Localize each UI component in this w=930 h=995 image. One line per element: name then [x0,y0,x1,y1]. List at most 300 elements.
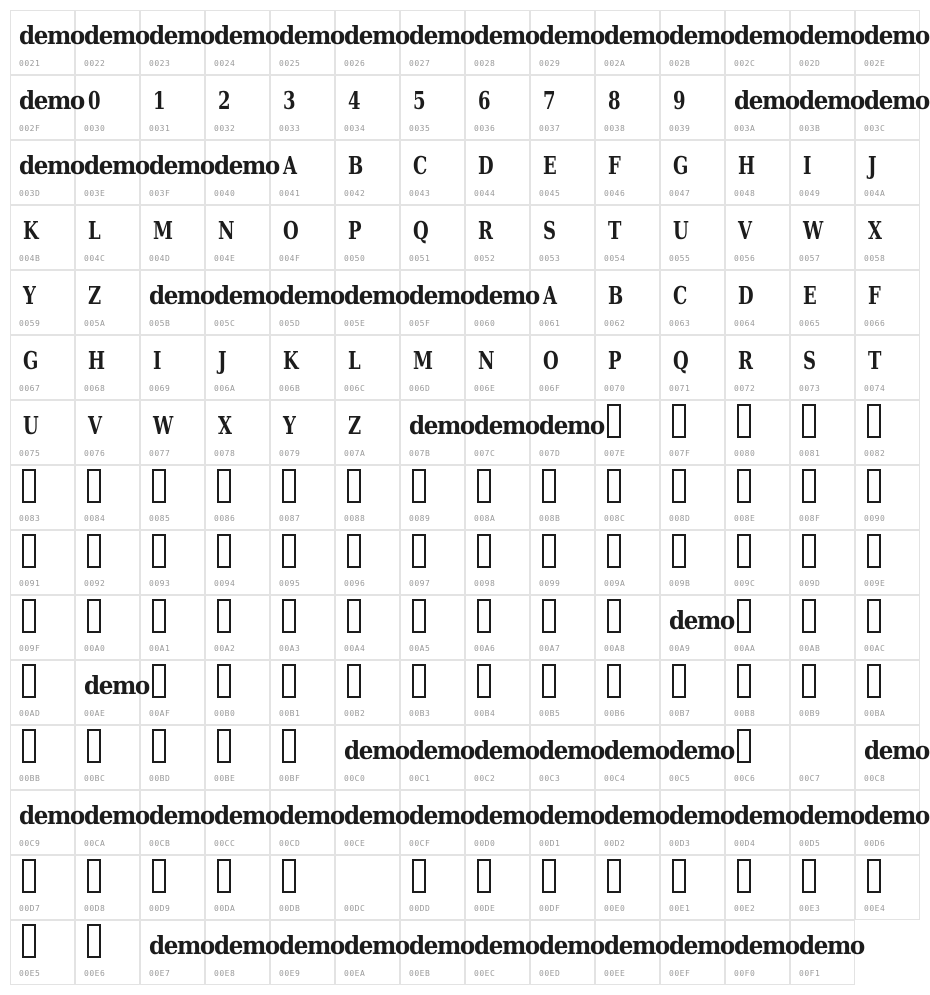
demo-glyph: demo [279,21,344,50]
codepoint-label: 00E2 [734,904,756,913]
glyph-cell [855,75,929,140]
glyph-cell [400,400,474,465]
demo-glyph: demo [669,931,734,960]
missing-glyph-box-icon [87,729,101,763]
missing-glyph-box-icon [802,664,816,698]
glyph-cell [140,205,205,270]
glyph-cell [10,270,75,335]
letter-glyph: T [868,346,882,375]
letter-glyph: G [673,151,689,180]
letter-glyph: H [738,151,756,180]
glyph-cell [790,270,855,335]
codepoint-label: 00EC [474,969,496,978]
glyph-cell [725,855,790,920]
glyph-cell [725,10,799,75]
glyph-cell [595,75,660,140]
codepoint-label: 00E5 [19,969,41,978]
glyph-cell [465,595,530,660]
codepoint-label: 0050 [344,254,366,263]
glyph-cell [205,75,270,140]
letter-glyph: 4 [348,86,361,115]
missing-glyph-box-icon [347,599,361,633]
glyph-cell [10,205,75,270]
glyph-cell [140,855,205,920]
letter-glyph: A [543,281,557,310]
codepoint-label: 0035 [409,124,431,133]
missing-glyph-box-icon [802,599,816,633]
glyph-cell [530,75,595,140]
letter-glyph: J [868,151,877,180]
codepoint-label: 0040 [214,189,236,198]
glyph-cell [75,140,149,205]
glyph-cell [140,660,205,725]
codepoint-label: 00D6 [864,839,886,848]
codepoint-label: 008F [799,514,821,523]
codepoint-label: 00C9 [19,839,41,848]
missing-glyph-box-icon [672,534,686,568]
codepoint-label: 007C [474,449,496,458]
missing-glyph-box-icon [412,664,426,698]
glyph-cell [335,335,400,400]
codepoint-label: 0082 [864,449,886,458]
glyph-cell [335,920,409,985]
glyph-cell [660,140,725,205]
demo-glyph: demo [604,931,669,960]
demo-glyph: demo [344,736,409,765]
glyph-cell [400,920,474,985]
glyph-cell [400,140,465,205]
missing-glyph-box-icon [87,859,101,893]
glyph-cell [140,10,214,75]
letter-glyph: M [413,346,433,375]
demo-glyph: demo [19,151,84,180]
glyph-cell [530,335,595,400]
codepoint-label: 00DC [344,904,366,913]
glyph-cell [595,270,660,335]
codepoint-label: 009F [19,644,41,653]
missing-glyph-box-icon [607,859,621,893]
codepoint-label: 00CC [214,839,236,848]
glyph-cell [855,530,920,595]
glyph-cell [660,920,734,985]
codepoint-label: 0075 [19,449,41,458]
letter-glyph: P [348,216,362,245]
missing-glyph-box-icon [22,664,36,698]
codepoint-label: 00BF [279,774,301,783]
glyph-cell [725,530,790,595]
demo-glyph: demo [799,801,864,830]
glyph-cell [595,790,669,855]
demo-glyph: demo [344,281,409,310]
glyph-cell [465,790,539,855]
demo-glyph: demo [474,801,539,830]
codepoint-label: 003F [149,189,171,198]
codepoint-label: 003E [84,189,106,198]
glyph-cell [790,725,855,790]
glyph-cell [75,660,149,725]
letter-glyph: C [673,281,688,310]
codepoint-label: 00EA [344,969,366,978]
glyph-cell [595,205,660,270]
demo-glyph: demo [864,801,929,830]
letter-glyph: 0 [88,86,101,115]
glyph-cell [205,270,279,335]
missing-glyph-box-icon [217,859,231,893]
codepoint-label: 00BA [864,709,886,718]
glyph-cell [855,595,920,660]
demo-glyph: demo [409,411,474,440]
codepoint-label: 00DA [214,904,236,913]
codepoint-label: 00C6 [734,774,756,783]
codepoint-label: 004C [84,254,106,263]
glyph-cell [205,660,270,725]
demo-glyph: demo [214,281,279,310]
glyph-cell [530,400,604,465]
glyph-cell [400,855,465,920]
codepoint-label: 0022 [84,59,106,68]
demo-glyph: demo [799,21,864,50]
glyph-cell [530,920,604,985]
missing-glyph-box-icon [347,469,361,503]
glyph-cell [790,75,864,140]
codepoint-label: 006E [474,384,496,393]
demo-glyph: demo [279,931,344,960]
demo-glyph: demo [149,931,214,960]
letter-glyph: R [478,216,493,245]
demo-glyph: demo [864,736,929,765]
codepoint-label: 0071 [669,384,691,393]
glyph-cell [725,205,790,270]
codepoint-label: 00CB [149,839,171,848]
glyph-cell [595,400,660,465]
glyph-cell [75,725,140,790]
missing-glyph-box-icon [672,404,686,438]
glyph-cell [270,400,335,465]
glyph-cell [660,465,725,530]
codepoint-label: 00BD [149,774,171,783]
glyph-cell [335,400,400,465]
glyph-cell [140,465,205,530]
letter-glyph: D [478,151,494,180]
missing-glyph-box-icon [802,404,816,438]
missing-glyph-box-icon [217,534,231,568]
glyph-cell [530,140,595,205]
codepoint-label: 0080 [734,449,756,458]
codepoint-label: 005A [84,319,106,328]
letter-glyph: B [348,151,364,180]
glyph-cell [270,595,335,660]
demo-glyph: demo [669,736,734,765]
codepoint-label: 00CF [409,839,431,848]
demo-glyph: demo [864,21,929,50]
glyph-cell [790,335,855,400]
demo-glyph: demo [864,86,929,115]
glyph-cell [205,530,270,595]
codepoint-label: 00A3 [279,644,301,653]
codepoint-label: 00E0 [604,904,626,913]
glyph-cell [10,660,75,725]
glyph-cell [465,855,530,920]
glyph-cell [465,920,539,985]
missing-glyph-box-icon [672,859,686,893]
codepoint-label: 00BB [19,774,41,783]
codepoint-label: 003B [799,124,821,133]
missing-glyph-box-icon [152,534,166,568]
letter-glyph: U [673,216,689,245]
codepoint-label: 00B7 [669,709,691,718]
demo-glyph: demo [149,151,214,180]
letter-glyph: Y [23,281,36,310]
glyph-cell [335,790,409,855]
codepoint-label: 00C2 [474,774,496,783]
demo-glyph: demo [409,736,474,765]
glyph-cell [335,270,409,335]
codepoint-label: 00EF [669,969,691,978]
codepoint-label: 00E7 [149,969,171,978]
demo-glyph: demo [84,151,149,180]
letter-glyph: Z [88,281,102,310]
glyph-cell [660,205,725,270]
codepoint-label: 005C [214,319,236,328]
codepoint-label: 0092 [84,579,106,588]
codepoint-label: 003A [734,124,756,133]
demo-glyph: demo [734,931,799,960]
codepoint-label: 004A [864,189,886,198]
glyph-cell [530,205,595,270]
codepoint-label: 00AE [84,709,106,718]
letter-glyph: Y [283,411,296,440]
codepoint-label: 0057 [799,254,821,263]
glyph-cell [855,660,920,725]
glyph-cell [790,530,855,595]
missing-glyph-box-icon [867,534,881,568]
missing-glyph-box-icon [542,534,556,568]
glyph-cell [270,530,335,595]
glyph-cell [855,270,920,335]
codepoint-label: 00A9 [669,644,691,653]
glyph-cell [75,790,149,855]
glyph-cell [140,75,205,140]
letter-glyph: 6 [478,86,491,115]
codepoint-label: 00E1 [669,904,691,913]
missing-glyph-box-icon [412,599,426,633]
letter-glyph: W [803,216,824,245]
codepoint-label: 0044 [474,189,496,198]
glyph-cell [660,400,725,465]
demo-glyph: demo [799,86,864,115]
glyph-cell [595,725,669,790]
codepoint-label: 002A [604,59,626,68]
codepoint-label: 0077 [149,449,171,458]
codepoint-label: 0049 [799,189,821,198]
letter-glyph: 7 [543,86,556,115]
missing-glyph-box-icon [607,599,621,633]
glyph-cell [660,75,725,140]
codepoint-label: 00DE [474,904,496,913]
glyph-cell [660,660,725,725]
glyph-cell [10,920,75,985]
glyph-cell [270,205,335,270]
codepoint-label: 009D [799,579,821,588]
codepoint-label: 0039 [669,124,691,133]
codepoint-label: 0088 [344,514,366,523]
glyph-cell [400,270,474,335]
missing-glyph-box-icon [542,859,556,893]
glyph-cell [465,205,530,270]
glyph-cell [725,335,790,400]
letter-glyph: L [88,216,101,245]
codepoint-label: 008C [604,514,626,523]
codepoint-label: 00D0 [474,839,496,848]
glyph-cell [270,855,335,920]
glyph-cell [660,855,725,920]
demo-glyph: demo [214,21,279,50]
letter-glyph: I [153,346,162,375]
codepoint-label: 00E8 [214,969,236,978]
codepoint-label: 00E6 [84,969,106,978]
missing-glyph-box-icon [347,664,361,698]
glyph-cell [205,10,279,75]
demo-glyph: demo [214,151,279,180]
glyph-cell [10,530,75,595]
codepoint-label: 0032 [214,124,236,133]
codepoint-label: 005E [344,319,366,328]
missing-glyph-box-icon [542,469,556,503]
codepoint-label: 002D [799,59,821,68]
missing-glyph-box-icon [282,534,296,568]
codepoint-label: 004D [149,254,171,263]
glyph-cell [140,140,214,205]
letter-glyph: Q [413,216,429,245]
codepoint-label: 00CE [344,839,366,848]
letter-glyph: D [738,281,754,310]
codepoint-label: 00C4 [604,774,626,783]
codepoint-label: 0052 [474,254,496,263]
codepoint-label: 0042 [344,189,366,198]
codepoint-label: 007B [409,449,431,458]
missing-glyph-box-icon [477,664,491,698]
letter-glyph: 9 [673,86,686,115]
missing-glyph-box-icon [737,404,751,438]
letter-glyph: U [23,411,39,440]
glyph-cell [855,205,920,270]
letter-glyph: K [23,216,39,245]
codepoint-label: 0030 [84,124,106,133]
demo-glyph: demo [214,931,279,960]
codepoint-label: 00DD [409,904,431,913]
codepoint-label: 00E9 [279,969,301,978]
glyph-cell [10,335,75,400]
codepoint-label: 00CD [279,839,301,848]
codepoint-label: 006D [409,384,431,393]
missing-glyph-box-icon [477,599,491,633]
glyph-cell [530,725,604,790]
codepoint-label: 006A [214,384,236,393]
demo-glyph: demo [799,931,864,960]
glyph-cell [270,920,344,985]
demo-glyph: demo [19,801,84,830]
codepoint-label: 0025 [279,59,301,68]
glyph-cell [205,140,279,205]
glyph-cell [725,920,799,985]
codepoint-label: 00B9 [799,709,821,718]
codepoint-label: 00D7 [19,904,41,913]
demo-glyph: demo [734,801,799,830]
missing-glyph-box-icon [87,534,101,568]
missing-glyph-box-icon [217,729,231,763]
demo-glyph: demo [539,931,604,960]
missing-glyph-box-icon [737,859,751,893]
missing-glyph-box-icon [802,859,816,893]
codepoint-label: 00A8 [604,644,626,653]
codepoint-label: 00C8 [864,774,886,783]
glyph-cell [400,790,474,855]
glyph-cell [75,400,140,465]
letter-glyph: H [88,346,106,375]
codepoint-label: 0068 [84,384,106,393]
glyph-cell [335,465,400,530]
codepoint-label: 00E3 [799,904,821,913]
codepoint-label: 00A7 [539,644,561,653]
codepoint-label: 00AF [149,709,171,718]
demo-glyph: demo [409,21,474,50]
letter-glyph: B [608,281,624,310]
glyph-cell [660,335,725,400]
codepoint-label: 00C3 [539,774,561,783]
demo-glyph: demo [474,931,539,960]
glyph-cell [335,140,400,205]
codepoint-label: 0097 [409,579,431,588]
letter-glyph: N [218,216,235,245]
codepoint-label: 00C1 [409,774,431,783]
missing-glyph-box-icon [217,469,231,503]
codepoint-label: 0054 [604,254,626,263]
codepoint-label: 0029 [539,59,561,68]
codepoint-label: 00D8 [84,904,106,913]
glyph-cell [335,595,400,660]
glyph-cell [270,270,344,335]
glyph-cell [790,855,855,920]
codepoint-label: 004E [214,254,236,263]
codepoint-label: 00F0 [734,969,756,978]
codepoint-label: 00C5 [669,774,691,783]
missing-glyph-box-icon [542,664,556,698]
demo-glyph: demo [669,606,734,635]
glyph-cell [790,10,864,75]
glyph-cell [75,335,140,400]
demo-glyph: demo [409,801,474,830]
glyph-cell [335,530,400,595]
glyph-cell [10,725,75,790]
missing-glyph-box-icon [672,469,686,503]
codepoint-label: 0062 [604,319,626,328]
codepoint-label: 0064 [734,319,756,328]
demo-glyph: demo [149,801,214,830]
codepoint-label: 002B [669,59,691,68]
missing-glyph-box-icon [477,859,491,893]
glyph-cell [205,855,270,920]
codepoint-label: 008D [669,514,691,523]
glyph-cell [530,855,595,920]
glyph-cell [595,855,660,920]
glyph-cell [595,660,660,725]
letter-glyph: O [283,216,299,245]
glyph-cell [270,465,335,530]
codepoint-label: 0094 [214,579,236,588]
glyph-cell [270,660,335,725]
missing-glyph-box-icon [477,534,491,568]
glyph-cell [595,140,660,205]
